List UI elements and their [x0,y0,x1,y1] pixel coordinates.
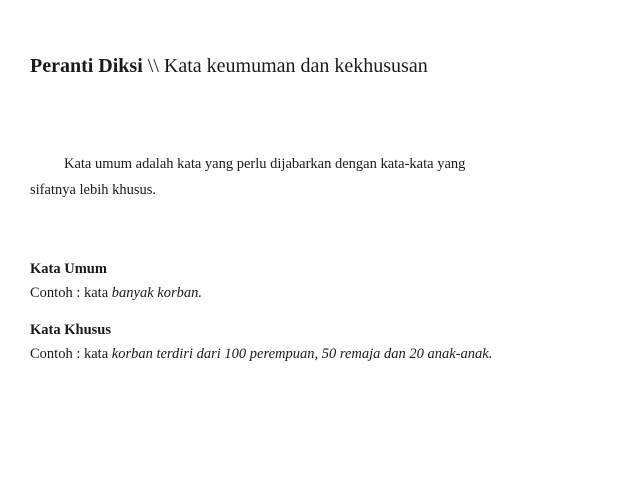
title-bold: Peranti Diksi [30,55,143,77]
intro-line-2: sifatnya lebih khusus. [30,182,157,198]
example-italic: korban terdiri dari 100 perempuan, 50 remaja dan 20 anak-anak. [111,346,493,362]
example-prefix: Contoh : kata [30,285,112,301]
section-example [30,281,202,305]
section-kata-umum [30,257,202,305]
example-prefix: Contoh : kata [30,346,112,362]
title-rest: \\ Kata keumuman dan kekhususan [142,55,428,77]
slide-title [30,52,428,80]
section-kata-khusus [30,318,492,366]
section-heading: Kata Khusus [30,322,111,338]
section-heading: Kata Umum [30,261,107,277]
intro-line-1: Kata umum adalah kata yang perlu dijabarkan dengan kata-kata yang [64,156,466,172]
example-italic: banyak korban. [111,285,202,301]
intro-paragraph [30,151,610,203]
section-example [30,342,492,366]
